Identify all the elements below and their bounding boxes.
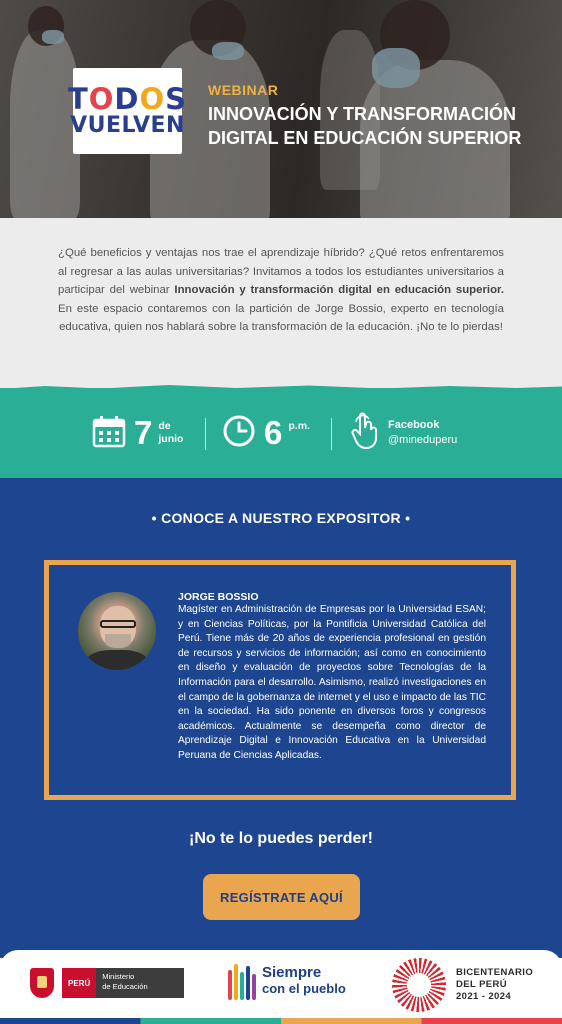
siempre-line1: Siempre (262, 964, 322, 981)
event-day: 7 (134, 414, 153, 451)
tap-hand-icon (350, 412, 380, 454)
footer-color-strip (0, 1018, 562, 1024)
minedu-logo (30, 968, 184, 998)
event-time (222, 412, 310, 454)
platform-name: Facebook (388, 419, 440, 431)
facebook-link[interactable] (388, 418, 457, 448)
pencils-icon (228, 962, 258, 1000)
bicentenario-emblem-icon (392, 958, 446, 1012)
platform-handle: @mineduperu (388, 434, 458, 446)
bicentenario-line1: BICENTENARIO (456, 967, 534, 978)
event-date (92, 412, 183, 454)
siempre-con-el-pueblo-logo (228, 962, 346, 1000)
section-heading: • CONOCE A NUESTRO EXPOSITOR • (151, 510, 411, 526)
todos-vuelven-logo (67, 68, 188, 154)
speaker-bio: Magíster en Administración de Empresas por la Universidad ESAN; y en Ciencias Políticas, por la Pontificia Universidad Católica del Perú. Tiene más de 20 años de experiencia profesional en gestión de recursos y servicios de información; así como en conocimiento en diseño y evaluación de proyectos sobre Tecnologías de la Información para el desarrollo. Asimismo, realizó investigaciones en el campo de la gobernanza de internet y el uso e impacto de las TIC en la sociedad. Ha sido ponente en diversos foros y congresos académicos. Actualmente se desempeña como director de Aprendizaje Digital e Innovación Educativa en la Universidad Peruana de Ciencias Aplicadas. (178, 604, 486, 761)
clock-icon (222, 414, 256, 452)
info-divider (331, 418, 332, 450)
cta-text: ¡No te lo puedes perder! (188, 830, 374, 847)
peru-label: PERÚ (62, 968, 96, 998)
event-month: de junio (158, 420, 184, 445)
event-platform[interactable] (350, 412, 457, 454)
ministry-label: Ministerio de Educación (96, 968, 184, 998)
info-divider (205, 418, 206, 450)
bicentenario-logo (392, 958, 533, 1012)
bicentenario-years: 2021 - 2024 (456, 991, 512, 1002)
calendar-icon (92, 414, 126, 452)
peru-shield-icon (30, 968, 54, 998)
speaker-avatar (78, 592, 156, 670)
intro-section (0, 218, 562, 390)
event-hour: 6 (264, 414, 283, 451)
logo-wordmark-bottom: VUELVEN (70, 113, 185, 138)
siempre-line2: con el pueblo (262, 981, 346, 996)
intro-bold-text: Innovación y transformación digital en educación superior. (174, 284, 504, 297)
intro-text: ¿Qué beneficios y ventajas nos trae el aprendizaje híbrido? ¿Qué retos enfrentaremos al regresar a las aulas universitarias? Invitamos a todos los estudiantes universitarios a participar del webinar Innovación y transformación digital en educación superior. En este espacio contaremos con la partición de Jorge Bossio, experto en tecnología educativa, quien nos hablará sobre la transformación de la educación. ¡No te lo pierdas! (58, 247, 504, 334)
bicentenario-line2: DEL PERÚ (456, 979, 508, 990)
hero-title: INNOVACIÓN Y TRANSFORMACIÓN DIGITAL EN EDUCACIÓN SUPERIOR (208, 104, 522, 148)
event-hour-suffix: p.m. (288, 420, 310, 432)
logo-wordmark-top: TODOS (67, 82, 188, 116)
speaker-name: JORGE BOSSIO (178, 591, 259, 603)
webinar-tag: WEBINAR (208, 82, 279, 98)
register-button[interactable]: REGÍSTRATE AQUÍ (203, 874, 360, 920)
